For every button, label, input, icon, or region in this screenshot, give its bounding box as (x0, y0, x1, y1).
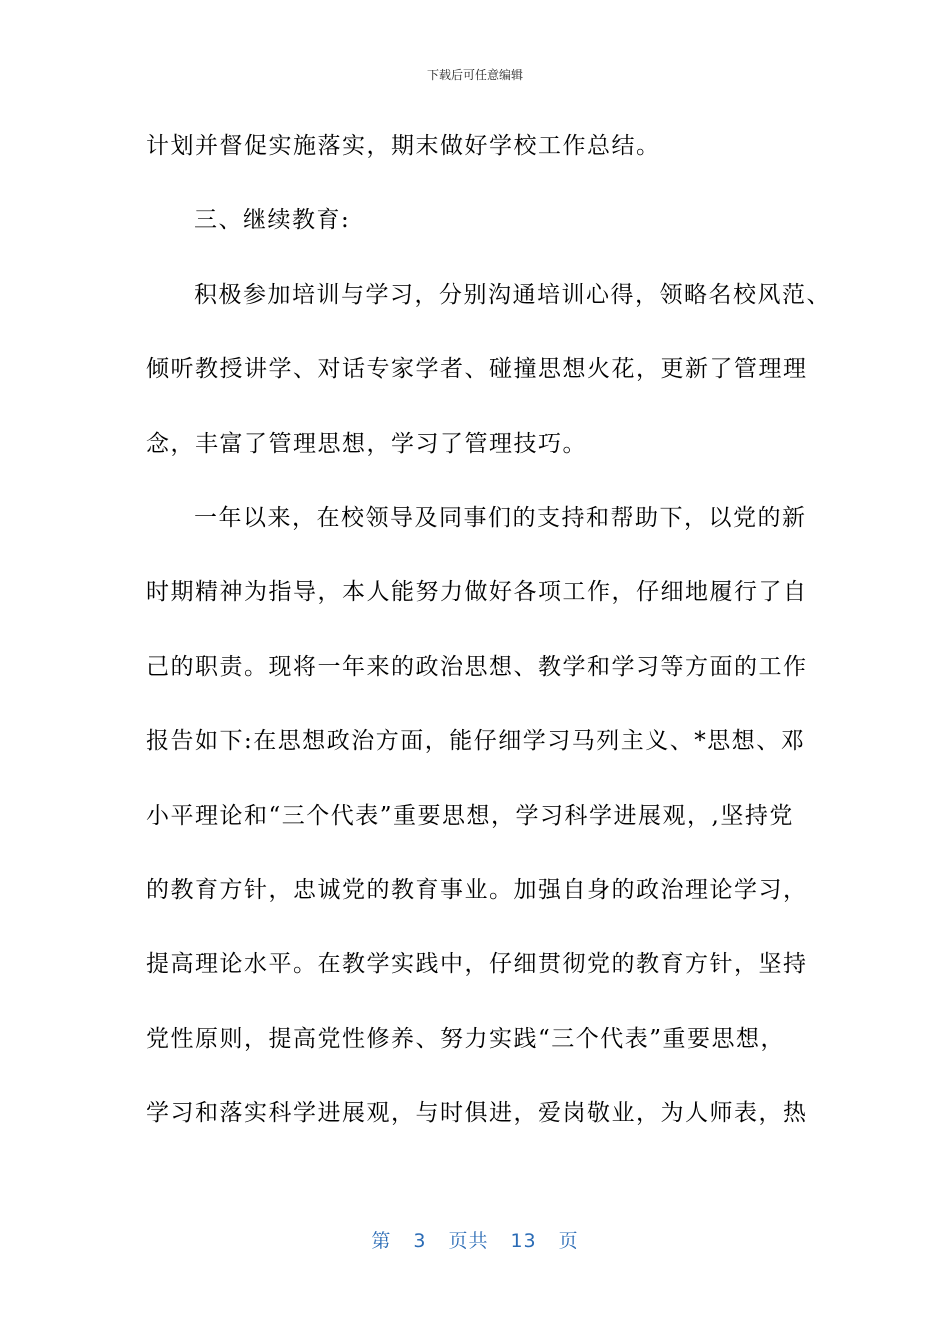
section-heading: 三、继续教育: (194, 207, 351, 234)
text-line: 一年以来，在校领导及同事们的支持和帮助下，以党的新 (194, 504, 807, 531)
text-line: 报告如下:在思想政治方面，能仔细学习马列主义、*思想、邓 (146, 728, 806, 755)
page-footer (0, 1226, 950, 1253)
text-line: 党性原则，提高党性修养、努力实践“三个代表”重要思想， (146, 1025, 786, 1052)
document-body (146, 126, 831, 1167)
text-line: 小平理论和“三个代表”重要思想，学习科学进展观，,坚持党 (146, 802, 794, 829)
text-line: 提高理论水平。在教学实践中，仔细贯彻党的教育方针，坚持 (146, 951, 808, 978)
text-line: 积极参加培训与学习，分别沟通培训心得，领略名校风范、 (194, 281, 831, 308)
text-line: 计划并督促实施落实，期末做好学校工作总结。 (146, 133, 661, 159)
text-line: 念，丰富了管理思想，学习了管理技巧。 (146, 430, 587, 457)
footer-total-pages: 13 (510, 1230, 537, 1252)
text-line: 学习和落实科学进展观，与时俱进，爱岗敬业，为人师表，热 (146, 1100, 808, 1127)
text-line: 己的职责。现将一年来的政治思想、教学和学习等方面的工作 (146, 653, 808, 680)
footer-current-page: 3 (413, 1230, 427, 1252)
footer-prefix: 第 (371, 1230, 392, 1252)
text-line: 时期精神为指导，本人能努力做好各项工作，仔细地履行了自 (146, 579, 808, 606)
footer-middle: 页共 (448, 1230, 489, 1252)
footer-suffix: 页 (558, 1230, 579, 1252)
text-line: 的教育方针，忠诚党的教育事业。加强自身的政治理论学习， (146, 876, 808, 903)
page-header: 下载后可任意编辑 (426, 68, 523, 82)
text-line: 倾听教授讲学、对话专家学者、碰撞思想火花，更新了管理理 (146, 356, 808, 383)
